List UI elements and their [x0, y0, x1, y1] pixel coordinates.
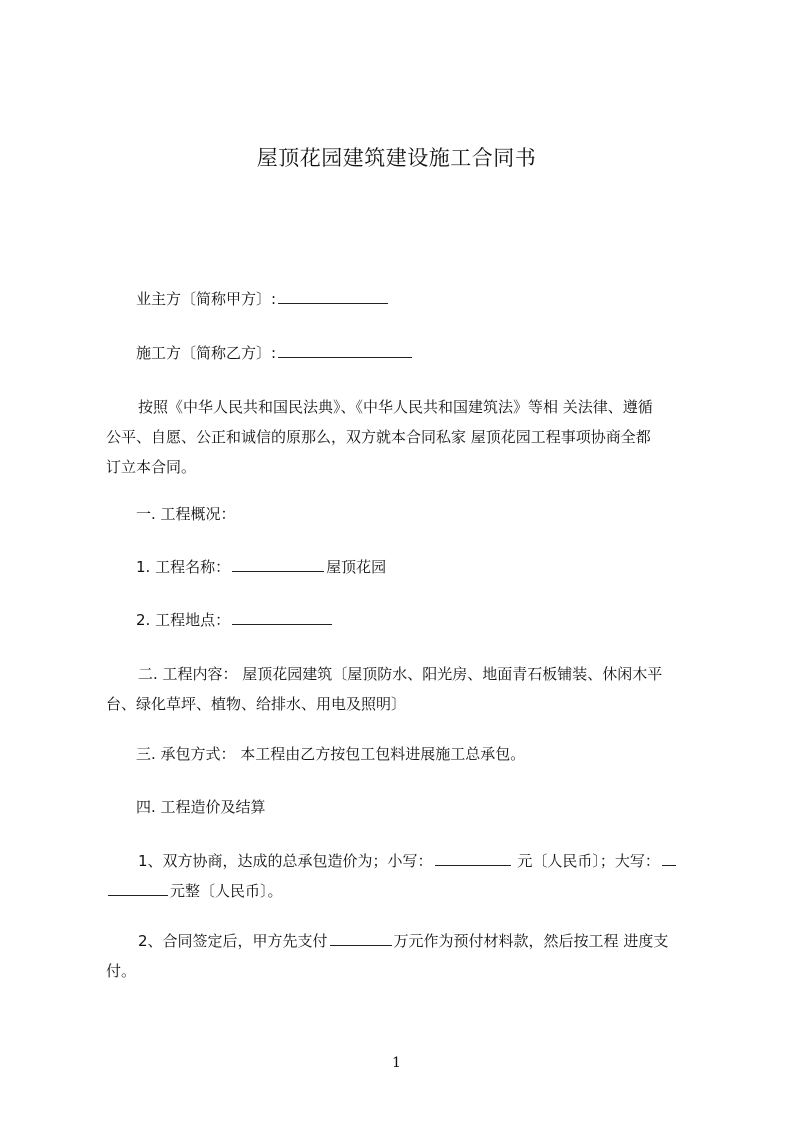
party-b-label: 施工方〔简称乙方〕:: [136, 344, 277, 362]
party-b-line: [136, 338, 414, 368]
section2-line: 台、绿化草坪、植物、给排水、用电及照明〕: [106, 695, 407, 713]
party-a-blank: [278, 288, 388, 304]
section2-line: 二. 工程内容： 屋顶花园建筑〔屋顶防水、阳光房、地面青石板铺装、休闲木平: [138, 665, 663, 683]
clause1-text: 元整〔人民币〕。: [170, 882, 283, 900]
clause1-paragraph: [106, 846, 706, 906]
clause1-text: 元〔人民币〕；大写：: [517, 852, 660, 870]
clause2-text: 2、合同签定后，甲方先支付: [138, 932, 328, 950]
clause2-text: 万元作为预付材料款，然后按工程 进度支: [393, 932, 669, 950]
section4-heading: 四. 工程造价及结算: [136, 798, 266, 816]
section2-paragraph: [106, 659, 706, 719]
party-a-label: 业主方〔简称甲方〕:: [136, 290, 277, 308]
intro-line: 公平、自愿、公正和诚信的原那么，双方就本合同私家 屋顶花园工程事项协商全都: [106, 428, 651, 446]
page-number: 1: [392, 1055, 401, 1071]
clause2-line: [106, 926, 706, 956]
project-name-label: 1. 工程名称：: [136, 558, 231, 576]
project-location-label: 2. 工程地点：: [136, 611, 231, 629]
intro-line: 按照《中华人民共和国民法典》、《中华人民共和国建筑法》等相 关法律、遵循: [138, 398, 653, 416]
party-b-blank: [278, 342, 412, 358]
project-name-value: 屋顶花园: [326, 558, 387, 576]
intro-line: 订立本合同。: [106, 458, 197, 476]
project-location-line: [136, 605, 334, 635]
project-location-blank: [232, 609, 332, 625]
clause1-line: [106, 846, 706, 876]
amount-uppercase-blank-cont: [108, 880, 168, 896]
document-title: 屋顶花园建筑建设施工合同书: [256, 146, 537, 170]
party-a-line: [136, 284, 390, 314]
project-name-line: [136, 552, 386, 582]
amount-uppercase-blank: [662, 850, 676, 866]
intro-paragraph: [106, 392, 706, 482]
prepayment-blank: [330, 930, 392, 946]
clause2-line: 付。: [106, 962, 137, 980]
clause1-text: 1、双方协商，达成的总承包造价为；小写：: [138, 852, 433, 870]
clause1-line: [106, 876, 706, 906]
section3-text: 三. 承包方式： 本工程由乙方按包工包料进展施工总承包。: [136, 745, 526, 763]
project-name-blank: [232, 556, 324, 572]
section1-heading: 一. 工程概况：: [136, 505, 236, 523]
clause2-paragraph: [106, 926, 706, 986]
amount-lowercase-blank: [435, 850, 511, 866]
